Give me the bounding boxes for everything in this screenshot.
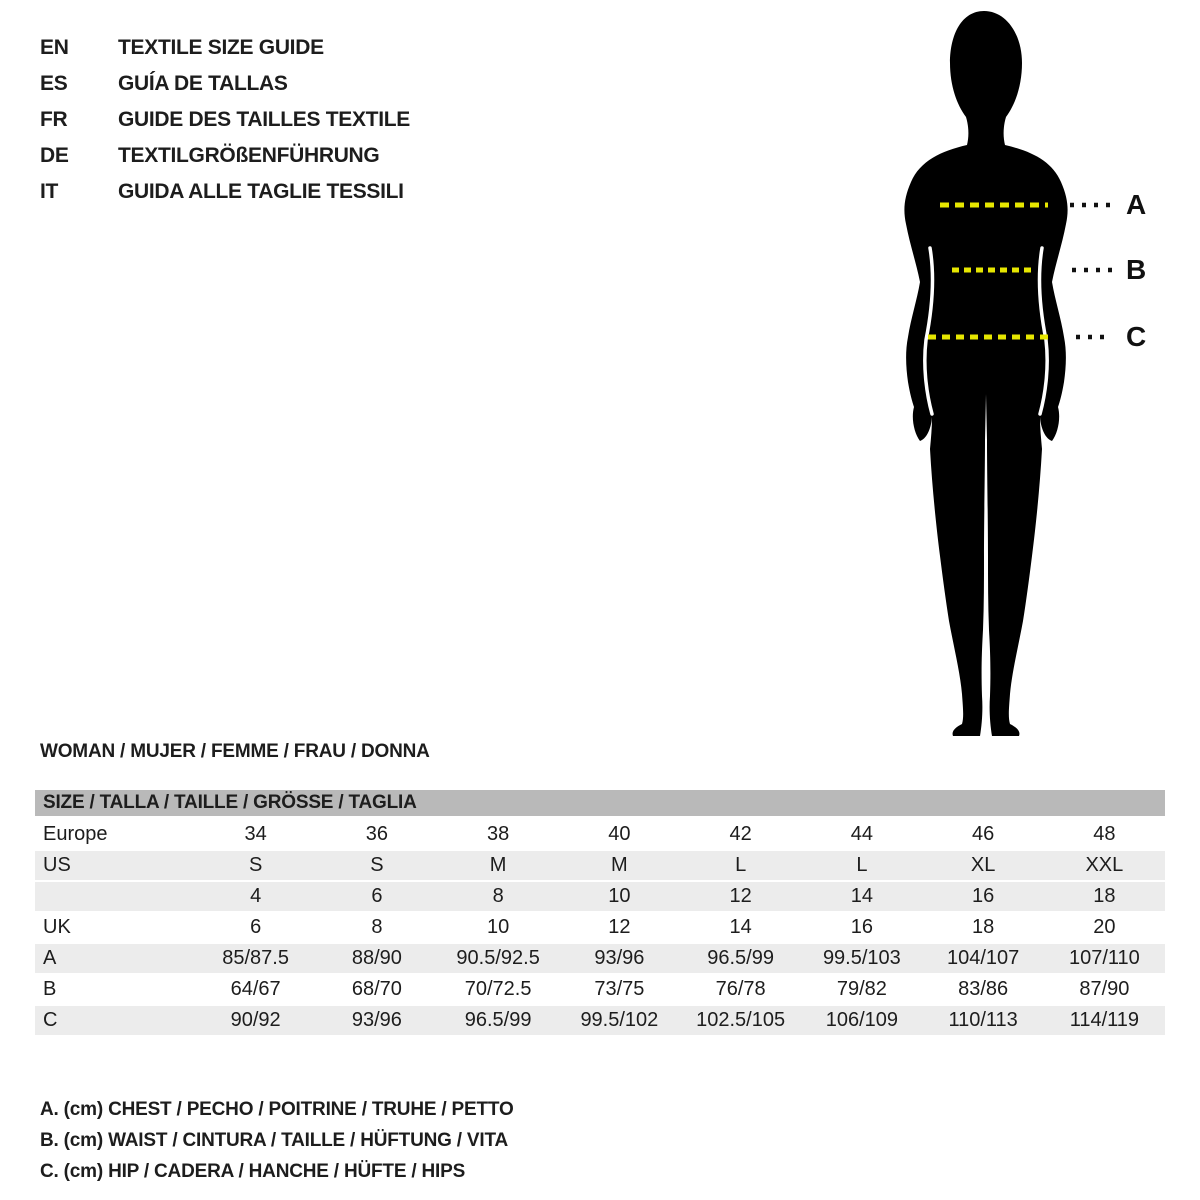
- table-cell: 76/78: [715, 978, 766, 1000]
- table-cell: 99.5/102: [580, 1009, 659, 1031]
- table-cell: 36: [365, 823, 388, 845]
- table-cell: XL: [970, 854, 996, 876]
- table-cell: 96.5/99: [707, 947, 774, 969]
- table-cell: 107/110: [1068, 947, 1140, 969]
- language-row-es: [40, 66, 410, 102]
- table-cell: 68/70: [351, 978, 402, 1000]
- row-label: A: [43, 947, 57, 969]
- table-cell: 40: [608, 823, 631, 845]
- table-cell: 6: [371, 885, 383, 907]
- table-cell: 10: [608, 885, 631, 907]
- table-cell: 8: [492, 885, 504, 907]
- legend-line-hip: C. (cm) HIP / CADERA / HANCHE / HÜFTE / HIPS: [40, 1161, 466, 1182]
- table-cell: 85/87.5: [222, 947, 289, 969]
- size-table: [35, 790, 1165, 1031]
- woman-silhouette-shape: [904, 11, 1067, 736]
- table-cell: 93/96: [594, 947, 645, 969]
- language-code: DE: [40, 144, 69, 167]
- language-row-de: [40, 138, 410, 174]
- language-row-it: [40, 174, 410, 210]
- table-cell: 83/86: [958, 978, 1009, 1000]
- table-cell: 16: [972, 885, 995, 907]
- table-cell: 34: [244, 823, 267, 845]
- table-cell: S: [370, 854, 384, 876]
- table-cell: 70/72.5: [464, 978, 532, 1000]
- table-cell: 8: [371, 916, 383, 938]
- table-cell: 104/107: [946, 947, 1020, 969]
- table-cell: 42: [729, 823, 752, 845]
- legend-line-chest: A. (cm) CHEST / PECHO / POITRINE / TRUHE / PETTO: [40, 1099, 514, 1120]
- woman-silhouette-icon: [880, 0, 1200, 760]
- language-row-fr: [40, 102, 410, 138]
- table-row-europe: [35, 820, 1165, 851]
- table-row-waist-b: [35, 975, 1165, 1006]
- language-code: ES: [40, 72, 68, 95]
- size-table-header: SIZE / TALLA / TAILLE / GRÖSSE / TAGLIA: [35, 790, 1165, 816]
- language-title: GUÍA DE TALLAS: [118, 72, 288, 95]
- table-row-uk: [35, 913, 1165, 944]
- marker-b-label: B: [1126, 254, 1147, 285]
- measurement-figure: [880, 0, 1200, 760]
- table-cell: 18: [972, 916, 995, 938]
- table-cell: M: [611, 854, 628, 876]
- language-code: FR: [40, 108, 68, 131]
- table-row-chest-a: [35, 944, 1165, 975]
- size-table-body: [35, 820, 1165, 1037]
- table-cell: 96.5/99: [464, 1009, 532, 1031]
- table-cell: M: [489, 854, 507, 876]
- language-code: EN: [40, 36, 69, 59]
- table-cell: 4: [250, 885, 262, 907]
- table-cell: 64/67: [230, 978, 281, 1000]
- table-cell: 87/90: [1079, 978, 1130, 1000]
- table-cell: 18: [1093, 885, 1116, 907]
- section-title: WOMAN / MUJER / FEMME / FRAU / DONNA: [40, 741, 430, 762]
- marker-c-label: C: [1126, 321, 1147, 352]
- marker-a-label: A: [1126, 189, 1147, 220]
- table-row-us-numeric: [35, 882, 1165, 913]
- legend-line-waist: B. (cm) WAIST / CINTURA / TAILLE / HÜFTUNG / VITA: [40, 1130, 508, 1151]
- table-cell: XXL: [1085, 854, 1124, 876]
- table-cell: 46: [972, 823, 995, 845]
- measurement-legend: [40, 1094, 514, 1187]
- table-cell: 102.5/105: [696, 1009, 786, 1031]
- table-cell: L: [735, 854, 747, 876]
- table-cell: 10: [487, 916, 510, 938]
- table-cell: 16: [850, 916, 873, 938]
- table-cell: 93/96: [351, 1009, 402, 1031]
- table-cell: 88/90: [351, 947, 402, 969]
- table-cell: 20: [1093, 916, 1116, 938]
- table-cell: 110/113: [948, 1009, 1018, 1031]
- language-row-en: [40, 30, 410, 66]
- table-cell: 73/75: [594, 978, 645, 1000]
- row-label: C: [43, 1009, 58, 1031]
- language-title: GUIDE DES TAILLES TEXTILE: [118, 108, 410, 131]
- table-cell: 14: [729, 916, 752, 938]
- table-cell: 38: [487, 823, 510, 845]
- table-cell: 90/92: [230, 1009, 281, 1031]
- table-cell: 99.5/103: [822, 947, 901, 969]
- table-row-us: [35, 851, 1165, 882]
- row-label: Europe: [43, 823, 108, 845]
- table-cell: 48: [1093, 823, 1116, 845]
- table-cell: 79/82: [836, 978, 887, 1000]
- language-title: TEXTILGRÖßENFÜHRUNG: [118, 144, 380, 167]
- row-label: UK: [43, 916, 71, 938]
- table-row-hip-c: [35, 1006, 1165, 1037]
- table-cell: 12: [608, 916, 631, 938]
- language-title: GUIDA ALLE TAGLIE TESSILI: [118, 180, 404, 203]
- language-title: TEXTILE SIZE GUIDE: [118, 36, 324, 59]
- row-label: US: [43, 854, 71, 876]
- table-cell: 90.5/92.5: [456, 947, 540, 969]
- language-list: [40, 30, 410, 210]
- table-cell: 14: [850, 885, 873, 907]
- language-code: IT: [40, 180, 59, 203]
- table-cell: 6: [250, 916, 262, 938]
- row-label: B: [43, 978, 57, 1000]
- table-cell: L: [856, 854, 868, 876]
- table-cell: 106/109: [825, 1009, 899, 1031]
- table-cell: S: [248, 854, 263, 876]
- table-cell: 44: [850, 823, 873, 845]
- table-cell: 12: [729, 885, 752, 907]
- table-cell: 114/119: [1069, 1009, 1140, 1031]
